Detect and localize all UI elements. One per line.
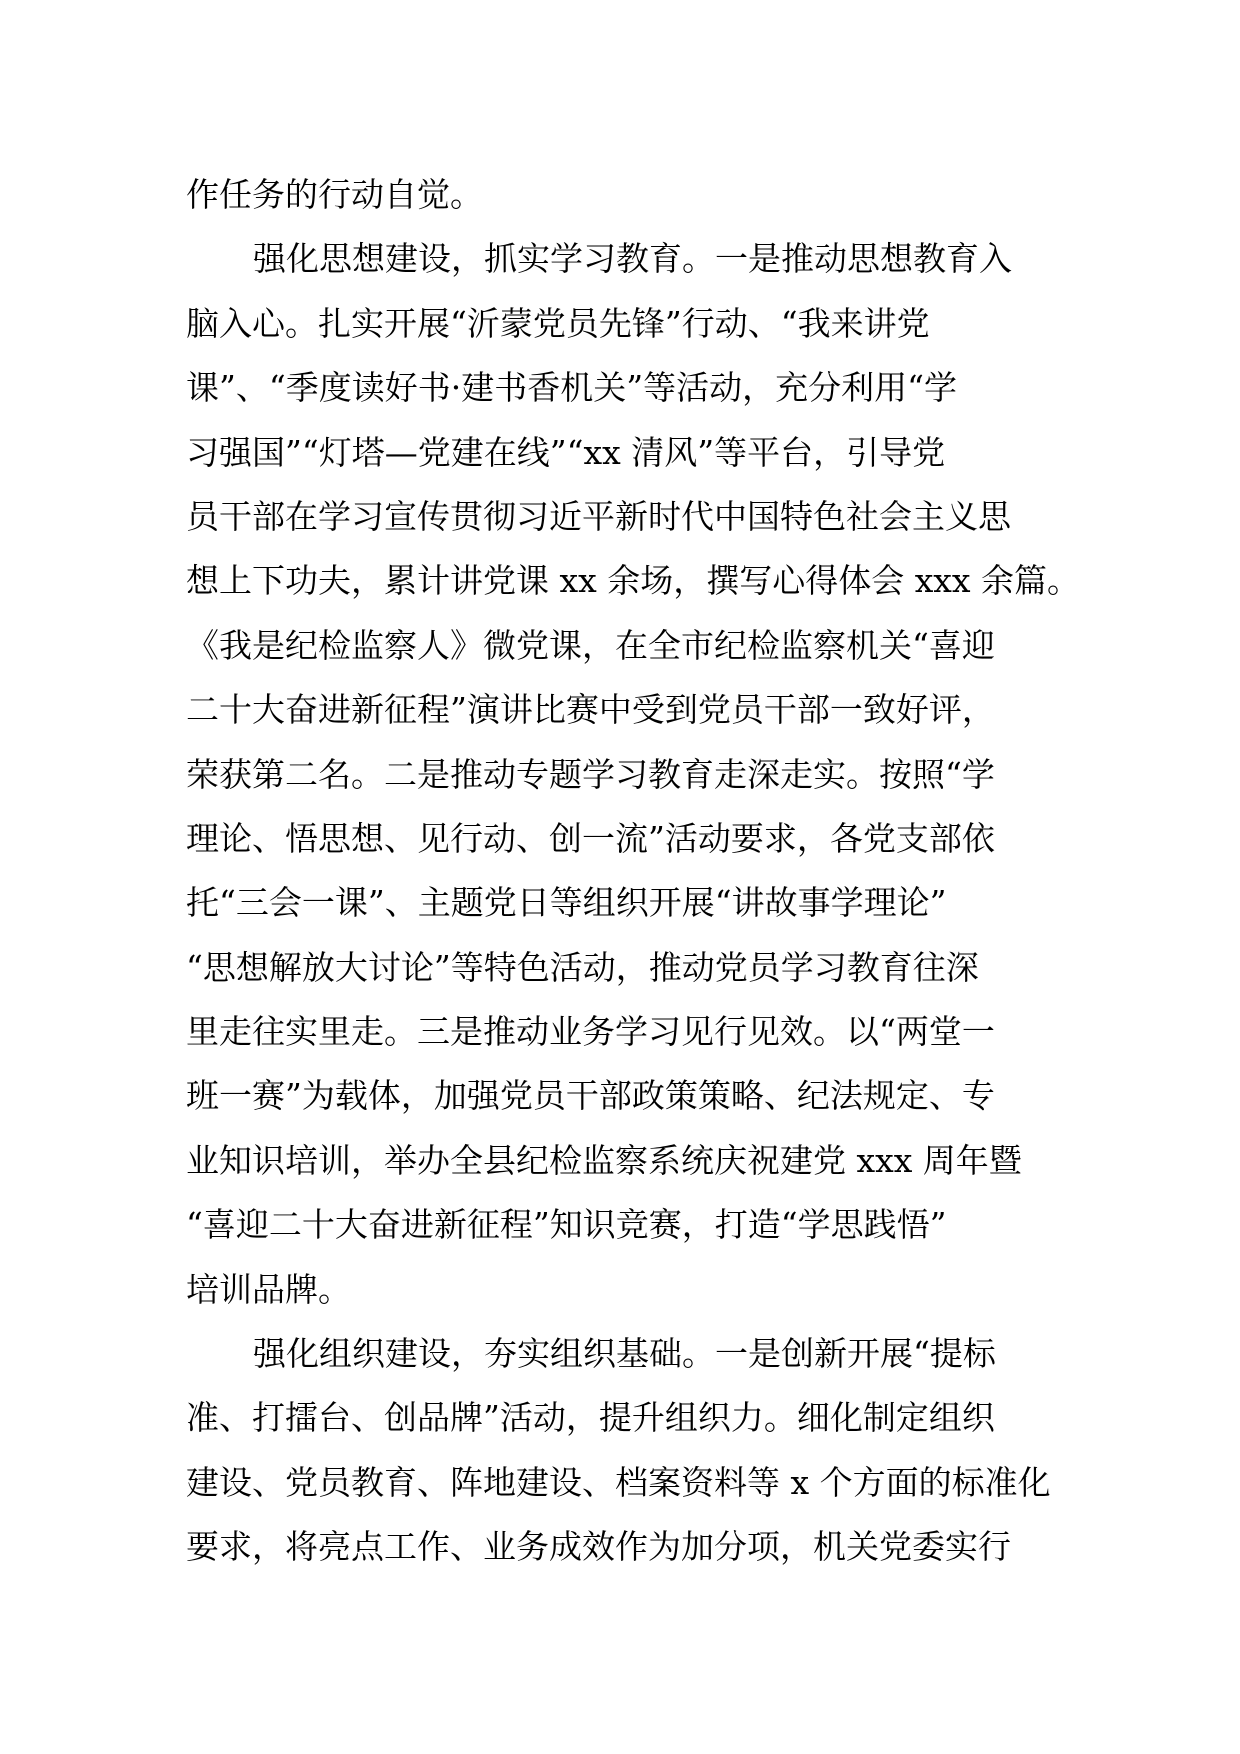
text-line: 二十大奋进新征程”演讲比赛中受到党员干部一致好评，	[186, 690, 995, 730]
text-line: 脑入心。扎实开展“沂蒙党员先锋”行动、“我来讲党	[186, 303, 930, 343]
text-line: 建设、党员教育、阵地建设、档案资料等 x 个方面的标准化	[186, 1462, 1051, 1502]
text-line: 里走往实里走。三是推动业务学习见行见效。以“两堂一	[186, 1012, 995, 1052]
text-line: 作任务的行动自觉。	[186, 175, 483, 214]
paragraph-start-line: 强化组织建设，夯实组织基础。一是创新开展“提标	[253, 1334, 996, 1374]
text-line: 员干部在学习宣传贯彻习近平新时代中国特色社会主义思	[186, 496, 1011, 536]
text-line: 课”、“季度读好书·建书香机关”等活动，充分利用“学	[186, 368, 957, 408]
text-line: 荣获第二名。二是推动专题学习教育走深走实。按照“学	[186, 754, 995, 794]
body-text	[186, 163, 1081, 1580]
paragraph-start-line: 强化思想建设，抓实学习教育。一是推动思想教育入	[253, 239, 1012, 279]
text-line: “喜迎二十大奋进新征程”知识竞赛，打造“学思践悟”	[186, 1205, 947, 1245]
text-line: 想上下功夫，累计讲党课 xx 余场，撰写心得体会 xxx 余篇。	[186, 561, 1081, 601]
text-line: 培训品牌。	[186, 1269, 351, 1309]
text-line: 班一赛”为载体，加强党员干部政策策略、纪法规定、专	[186, 1076, 995, 1116]
text-line: 《我是纪检监察人》微党课，在全市纪检监察机关“喜迎	[186, 625, 995, 665]
text-line: 习强国”“灯塔—党建在线”“xx 清风”等平台，引导党	[186, 432, 946, 472]
text-line: 业知识培训，举办全县纪检监察系统庆祝建党 xxx 周年暨	[186, 1140, 1022, 1180]
text-line: 理论、悟思想、见行动、创一流”活动要求，各党支部依	[186, 818, 995, 858]
text-line: 托“三会一课”、主题党日等组织开展“讲故事学理论”	[186, 883, 947, 923]
text-line: 要求，将亮点工作、业务成效作为加分项，机关党委实行	[186, 1527, 1011, 1567]
text-line: “思想解放大讨论”等特色活动，推动党员学习教育往深	[186, 947, 979, 987]
text-line: 准、打擂台、创品牌”活动，提升组织力。细化制定组织	[186, 1398, 995, 1438]
